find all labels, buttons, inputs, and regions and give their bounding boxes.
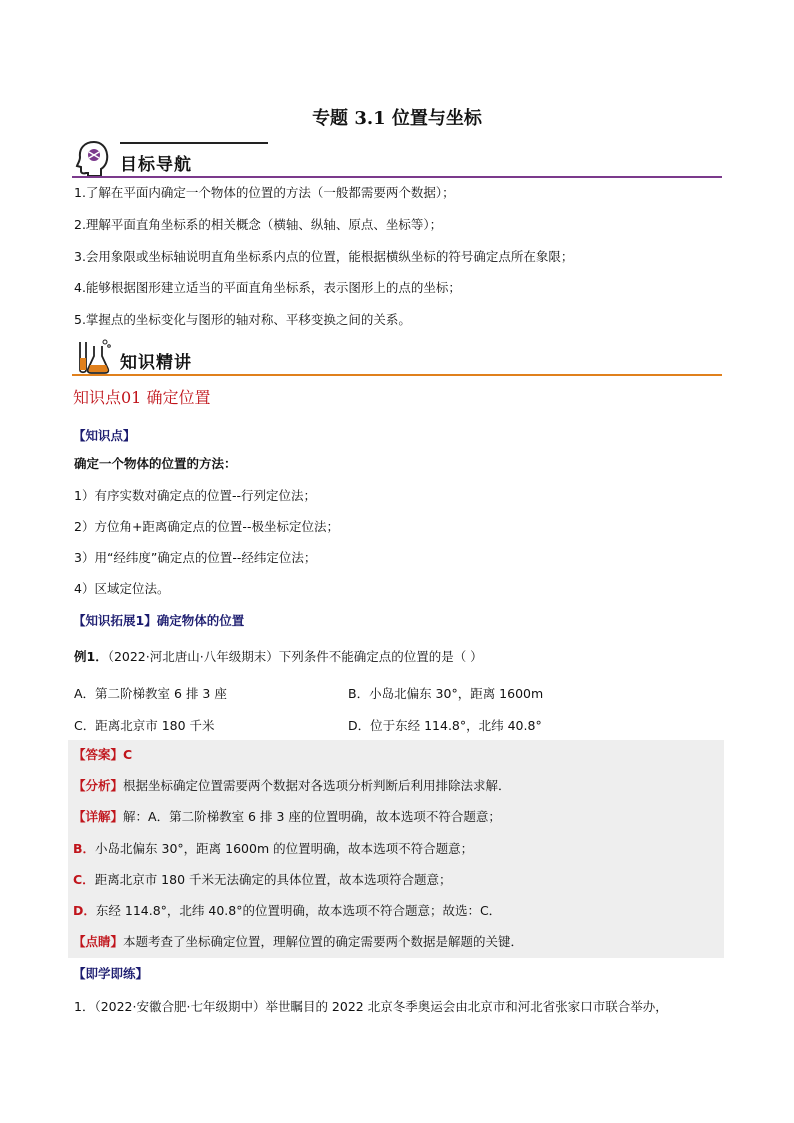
knowledge-tag: 【知识点】: [73, 428, 136, 443]
analysis-text: 根据坐标确定位置需要两个数据对各选项分析判断后利用排除法求解．: [123, 778, 511, 793]
option-a: A．第二阶梯教室 6 排 3 座: [74, 686, 227, 701]
answer-line: [73, 746, 132, 764]
section-divider: [72, 374, 722, 376]
detail-line: [73, 808, 501, 826]
detail-label: C．: [73, 872, 95, 887]
detail-line: [73, 871, 452, 889]
example-text: （2022·河北唐山·八年级期末）下列条件不能确定点的位置的是（ ）: [107, 649, 483, 664]
detail-text: 解：A．第二阶梯教室 6 排 3 座的位置明确，故本选项不符合题意；: [123, 809, 501, 824]
section-header-goals: [72, 138, 722, 180]
lab-flask-icon: [74, 336, 112, 374]
method-item: 3）用“经纬度”确定点的位置--经纬定位法；: [74, 550, 317, 565]
goal-item: 5.掌握点的坐标变化与图形的轴对称、平移变换之间的关系。: [74, 312, 411, 327]
detail-text: 小岛北偏东 30°，距离 1600m 的位置明确，故本选项不符合题意；: [95, 841, 474, 856]
detail-tag: 【详解】: [73, 809, 124, 824]
extension-tag: 【知识拓展1】: [73, 613, 157, 628]
extension-title: 确定物体的位置: [156, 613, 245, 628]
method-item: 2）方位角+距离确定点的位置--极坐标定位法；: [74, 519, 339, 534]
knowledge-intro: 确定一个物体的位置的方法：: [74, 456, 237, 471]
practice-question: 1．（2022·安徽合肥·七年级期中）举世瞩目的 2022 北京冬季奥运会由北京市和河北省张家口市联合举办，: [74, 999, 668, 1014]
detail-label: D．: [73, 903, 96, 918]
goal-item: 3.会用象限或坐标轴说明直角坐标系内点的位置，能根据横纵坐标的符号确定点所在象限；: [74, 249, 574, 264]
answer-tag: 【答案】: [73, 747, 124, 762]
comment-text: 本题考查了坐标确定位置，理解位置的确定需要两个数据是解题的关键．: [123, 934, 524, 949]
example-question: [74, 648, 483, 666]
analysis-tag: 【分析】: [73, 778, 124, 793]
detail-text: 距离北京市 180 千米无法确定的具体位置，故本选项符合题意；: [94, 872, 452, 887]
page-title: 专题 3.1 位置与坐标: [312, 108, 482, 129]
detail-text: 东经 114.8°，北纬 40.8°的位置明确，故本选项不符合题意；故选：C．: [95, 903, 502, 918]
section-header-knowledge: [72, 336, 722, 378]
detail-line: [73, 840, 473, 858]
header-top-rule: [120, 142, 268, 144]
section-divider: [72, 176, 722, 178]
section-title: 目标导航: [120, 155, 192, 175]
method-item: 4）区域定位法。: [74, 581, 170, 596]
section-title: 知识精讲: [120, 353, 192, 373]
method-item: 1）有序实数对确定点的位置--行列定位法；: [74, 488, 316, 503]
option-b: B．小岛北偏东 30°，距离 1600m: [348, 686, 544, 701]
detail-label: B．: [73, 841, 96, 856]
detail-line: [73, 902, 501, 920]
extension-heading: [73, 611, 244, 629]
answer-value: C: [123, 747, 133, 762]
practice-tag: 【即学即练】: [73, 966, 149, 981]
goal-item: 2.理解平面直角坐标系的相关概念（横轴、纵轴、原点、坐标等）；: [74, 217, 443, 232]
example-prefix: 例1．: [74, 649, 108, 664]
option-d: D．位于东经 114.8°，北纬 40.8°: [348, 718, 542, 733]
analysis-line: [73, 777, 511, 795]
goal-item: 4.能够根据图形建立适当的平面直角坐标系，表示图形上的点的坐标；: [74, 280, 461, 295]
brain-head-icon: [74, 138, 112, 176]
comment-tag: 【点睛】: [73, 934, 124, 949]
knowledge-point-title: 知识点01 确定位置: [73, 388, 211, 407]
option-c: C．距离北京市 180 千米: [74, 718, 215, 733]
goal-item: 1.了解在平面内确定一个物体的位置的方法（一般都需要两个数据）；: [74, 185, 455, 200]
comment-line: [73, 933, 523, 951]
